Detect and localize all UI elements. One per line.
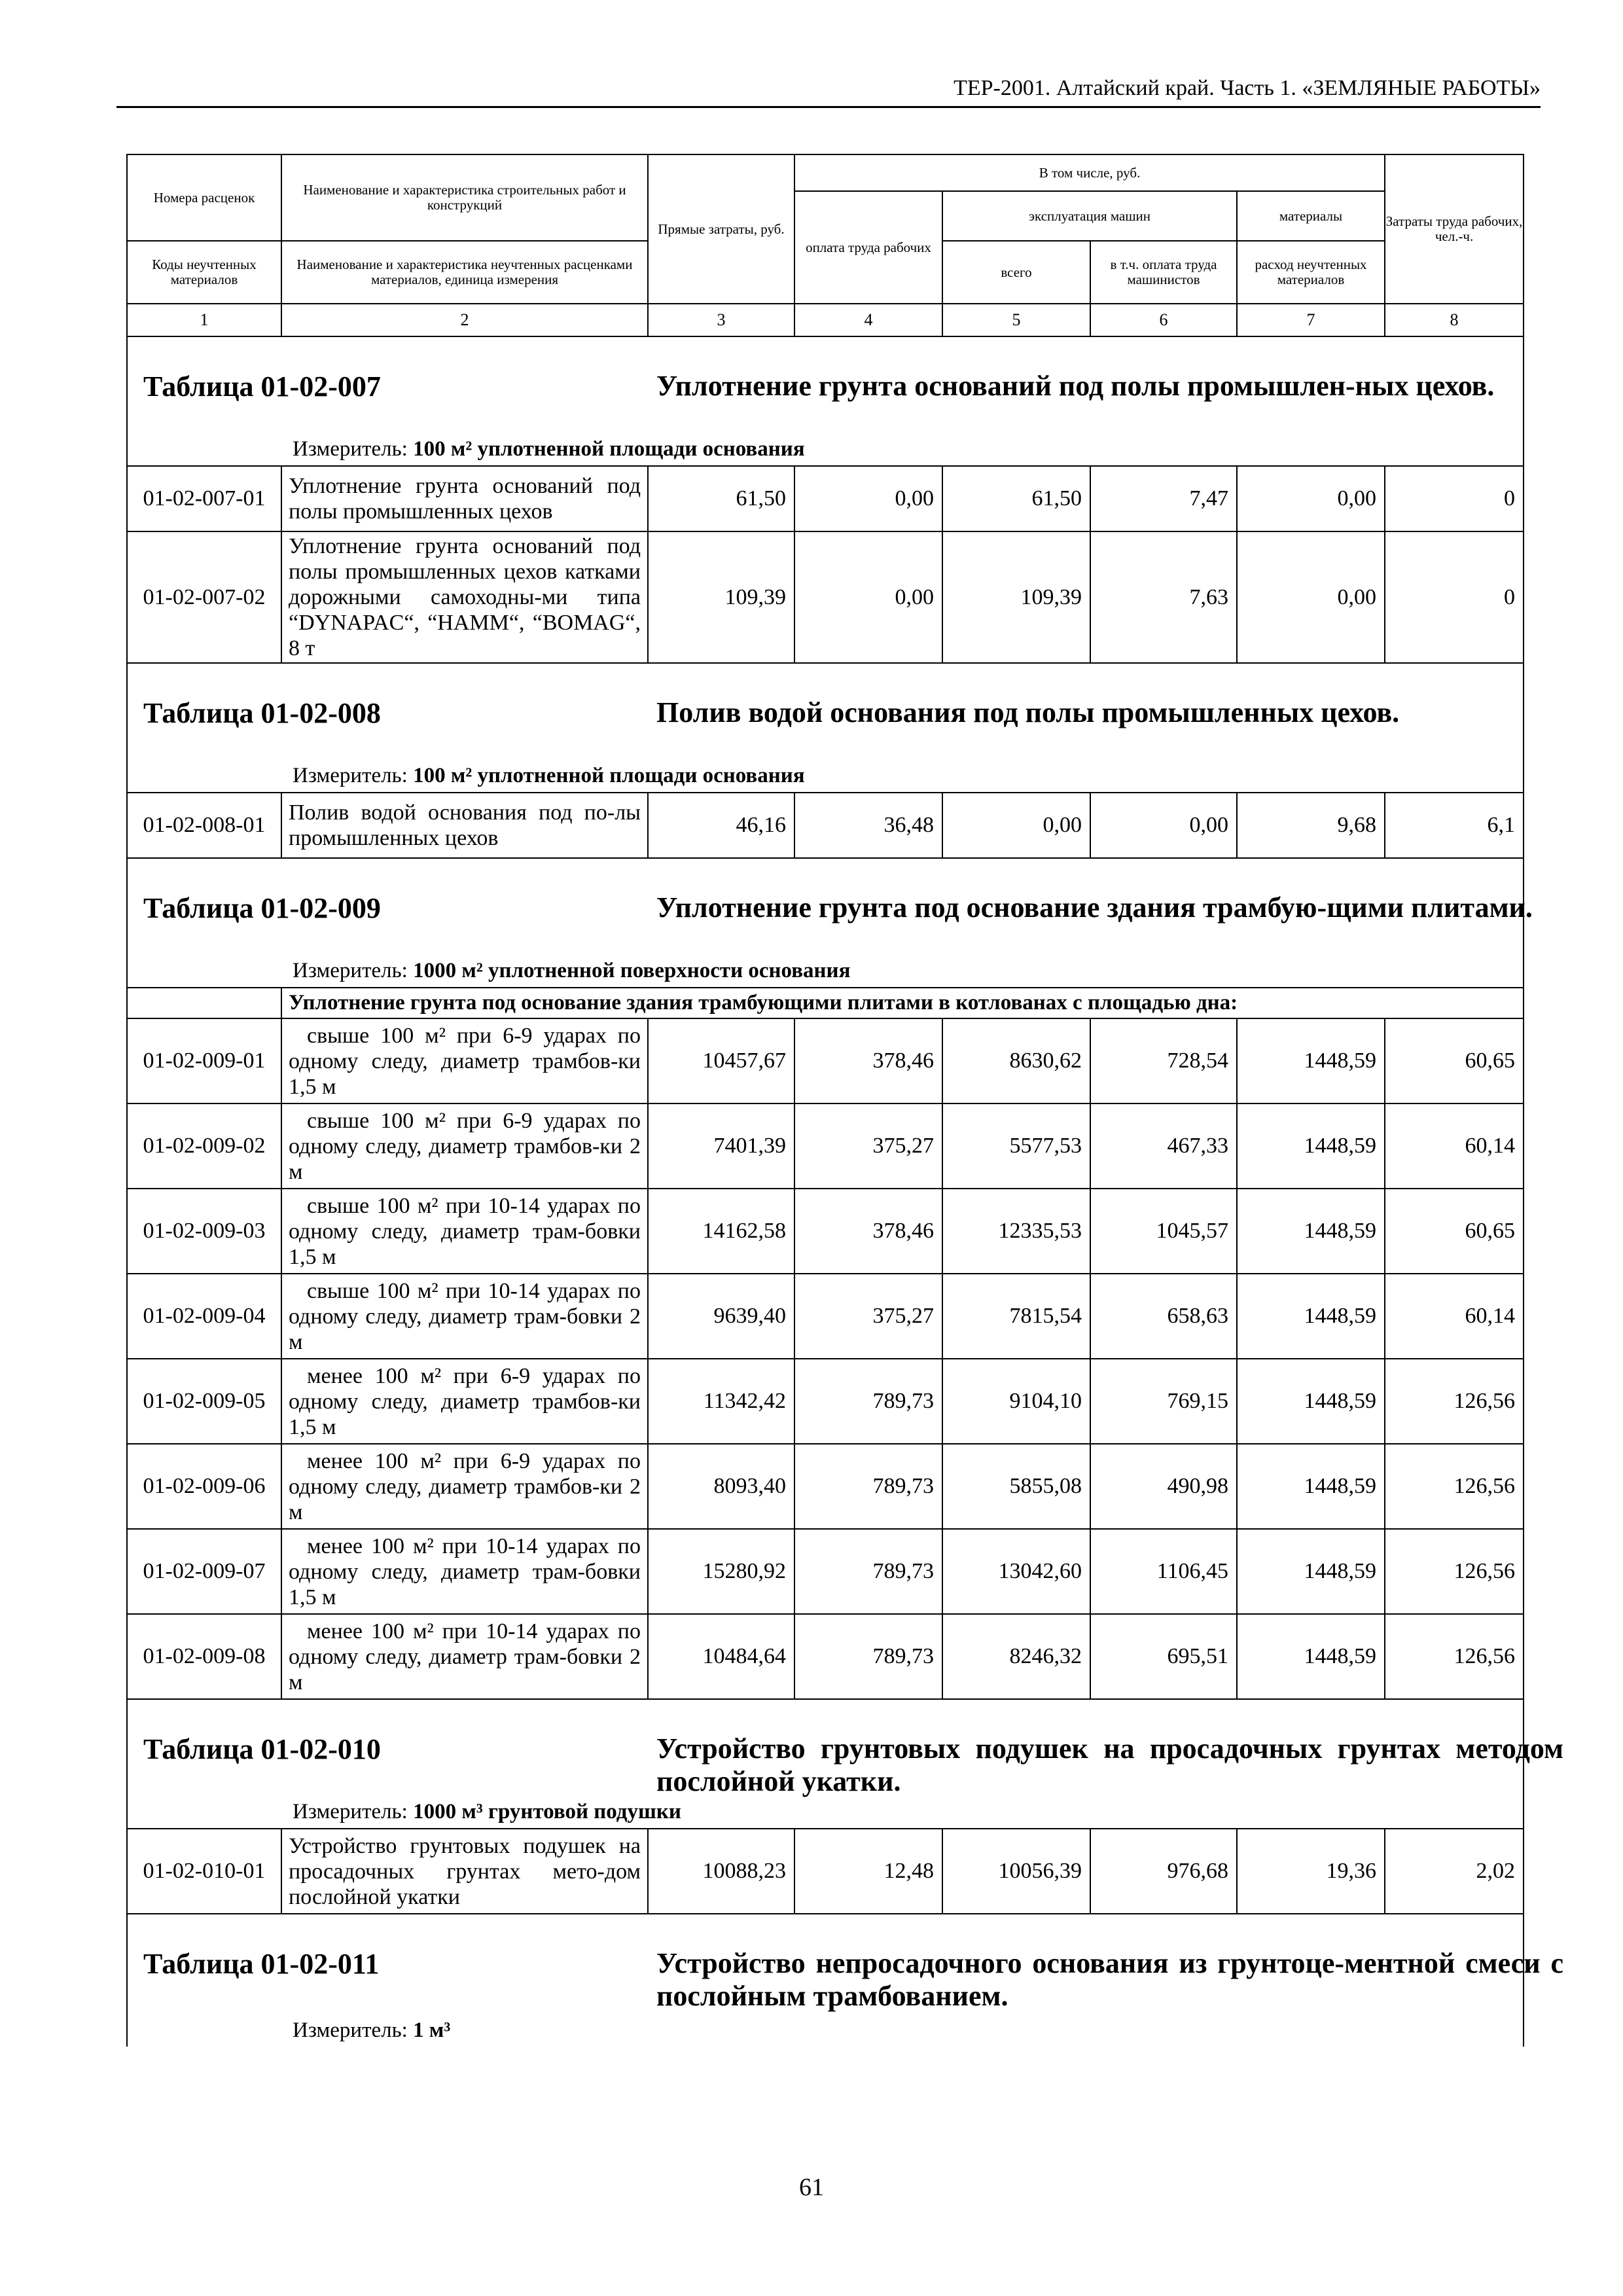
section-title: Устройство грунтовых подушек на просадочных грунтах методом послойной укатки. [656,1732,1563,1797]
rate-value: 1448,59 [1237,1529,1385,1614]
rate-value: 126,56 [1385,1444,1524,1529]
rate-value: 109,39 [942,531,1090,663]
measure-label: Измеритель: [293,2018,408,2042]
section-header-row [127,1699,1524,1829]
table-row [127,1614,1524,1699]
table-row [127,1274,1524,1359]
rate-value: 1045,57 [1090,1189,1237,1274]
rate-value: 7,63 [1090,531,1237,663]
section-header [127,336,1524,466]
rate-value: 6,1 [1385,793,1524,858]
section-header [127,663,1524,793]
rate-value: 0,00 [794,531,942,663]
table-row [127,1444,1524,1529]
rate-code: 01-02-009-06 [127,1444,281,1529]
rate-value: 109,39 [648,531,794,663]
col-header-naimen: Наименование и характеристика строительных работ и конструкций [281,154,648,241]
section-number: Таблица 01-02-008 [143,697,381,729]
rate-value: 60,14 [1385,1274,1524,1359]
rate-value: 1448,59 [1237,1274,1385,1359]
header-title: ТЕР-2001. Алтайский край. Часть 1. «ЗЕМЛЯНЫЕ РАБОТЫ» [954,76,1541,100]
rate-description: Уплотнение грунта оснований под полы промышленных цехов катками дорожными самоходны-ми типа “DYNAPAC“, “HAMM“, “BOMAG“, 8 т [281,531,648,663]
rate-value: 60,65 [1385,1018,1524,1103]
rate-value: 490,98 [1090,1444,1237,1529]
section-measure [293,764,805,788]
rate-value: 7815,54 [942,1274,1090,1359]
rate-value: 2,02 [1385,1829,1524,1914]
rate-value: 12,48 [794,1829,942,1914]
rate-value: 976,68 [1090,1829,1237,1914]
rate-description: свыше 100 м² при 10-14 ударах по одному следу, диаметр трам-бовки 1,5 м [281,1189,648,1274]
col-number: 8 [1385,304,1524,336]
rate-value: 9,68 [1237,793,1385,858]
rate-value: 1448,59 [1237,1444,1385,1529]
col-header-zatraty: Затраты труда рабочих, чел.-ч. [1385,154,1524,304]
col-number: 2 [281,304,648,336]
measure-unit: 100 м² уплотненной площади основания [413,437,805,461]
rate-value: 728,54 [1090,1018,1237,1103]
rate-value: 60,65 [1385,1189,1524,1274]
rate-code: 01-02-009-02 [127,1103,281,1189]
col-header-kody: Коды неучтенных материалов [127,241,281,304]
rate-value: 789,73 [794,1444,942,1529]
section-measure [293,437,805,461]
rate-value: 0 [1385,466,1524,531]
rate-description: Уплотнение грунта оснований под полы промышленных цехов [281,466,648,531]
col-header-v-tom: В том числе, руб. [794,154,1385,191]
section-header [127,858,1533,988]
rate-value: 10088,23 [648,1829,794,1914]
rate-value: 13042,60 [942,1529,1090,1614]
table-row [127,1103,1524,1189]
section-header [127,1699,1563,1829]
measure-label: Измеритель: [293,764,408,787]
rate-value: 8093,40 [648,1444,794,1529]
col-header-pryamye: Прямые затраты, руб. [648,154,794,304]
rate-description: менее 100 м² при 10-14 ударах по одному следу, диаметр трам-бовки 2 м [281,1614,648,1699]
col-number: 4 [794,304,942,336]
rate-value: 10484,64 [648,1614,794,1699]
subheading-row [127,988,1524,1018]
measure-unit: 1000 м³ грунтовой подушки [413,1800,681,1823]
rate-description: свыше 100 м² при 6-9 ударах по одному следу, диаметр трамбов-ки 1,5 м [281,1018,648,1103]
rate-value: 0,00 [942,793,1090,858]
col-header-materialy: материалы [1237,191,1385,241]
col-header-naimen2: Наименование и характеристика неучтенных расценками материалов, единица измерения [281,241,648,304]
rate-value: 5577,53 [942,1103,1090,1189]
measure-unit: 100 м² уплотненной площади основания [413,764,805,787]
rate-code: 01-02-007-02 [127,531,281,663]
rate-value: 0,00 [1237,466,1385,531]
rate-value: 0,00 [794,466,942,531]
rate-value: 1448,59 [1237,1018,1385,1103]
rate-value: 61,50 [648,466,794,531]
table-row [127,466,1524,531]
rate-value: 14162,58 [648,1189,794,1274]
rate-value: 769,15 [1090,1359,1237,1444]
rate-value: 8246,32 [942,1614,1090,1699]
measure-label: Измеритель: [293,437,408,461]
rate-value: 36,48 [794,793,942,858]
rate-code: 01-02-009-07 [127,1529,281,1614]
section-measure [293,2018,450,2043]
rate-value: 5855,08 [942,1444,1090,1529]
subheading: Уплотнение грунта под основание здания трамбующими плитами в котлованах с площадью дна: [281,988,1524,1018]
rate-value: 658,63 [1090,1274,1237,1359]
col-header-vsego: всего [942,241,1090,304]
rate-value: 126,56 [1385,1614,1524,1699]
table-row [127,1359,1524,1444]
rate-code: 01-02-010-01 [127,1829,281,1914]
rate-value: 7,47 [1090,466,1237,531]
col-header-nomera: Номера расценок [127,154,281,241]
rate-code: 01-02-008-01 [127,793,281,858]
table-row [127,531,1524,663]
rate-value: 1448,59 [1237,1359,1385,1444]
col-number: 1 [127,304,281,336]
rate-value: 12335,53 [942,1189,1090,1274]
measure-label: Измеритель: [293,1800,408,1823]
section-header-row [127,858,1524,988]
col-number: 7 [1237,304,1385,336]
rate-value: 467,33 [1090,1103,1237,1189]
table-row [127,1189,1524,1274]
rate-value: 0,00 [1237,531,1385,663]
table-row [127,1529,1524,1614]
rate-code: 01-02-009-04 [127,1274,281,1359]
rate-value: 789,73 [794,1614,942,1699]
col-number: 3 [648,304,794,336]
rate-value: 695,51 [1090,1614,1237,1699]
rate-description: Полив водой основания под по-лы промышленных цехов [281,793,648,858]
col-number-row [127,304,1524,336]
rate-description: менее 100 м² при 6-9 ударах по одному следу, диаметр трамбов-ки 2 м [281,1444,648,1529]
col-header-vtch: в т.ч. оплата труда машинистов [1090,241,1237,304]
section-title: Уплотнение грунта оснований под полы промышлен-ных цехов. [656,370,1495,402]
section-number: Таблица 01-02-007 [143,370,381,403]
rate-value: 61,50 [942,466,1090,531]
rate-description: менее 100 м² при 10-14 ударах по одному следу, диаметр трам-бовки 1,5 м [281,1529,648,1614]
rate-value: 9104,10 [942,1359,1090,1444]
rate-value: 375,27 [794,1274,942,1359]
table-row [127,793,1524,858]
rate-value: 789,73 [794,1529,942,1614]
section-title: Полив водой основания под полы промышленных цехов. [656,696,1400,728]
col-header-oplata: оплата труда рабочих [794,191,942,304]
rate-description: свыше 100 м² при 10-14 ударах по одному следу, диаметр трам-бовки 2 м [281,1274,648,1359]
rate-value: 10457,67 [648,1018,794,1103]
section-measure [293,959,850,983]
section-measure [293,1800,681,1824]
rate-code: 01-02-009-03 [127,1189,281,1274]
page-number: 61 [799,2174,824,2201]
rate-code: 01-02-009-01 [127,1018,281,1103]
section-title: Уплотнение грунта под основание здания трамбую-щими плитами. [656,891,1533,924]
section-number: Таблица 01-02-010 [143,1733,381,1765]
rates-table [126,154,1563,2047]
rate-value: 126,56 [1385,1359,1524,1444]
table-row [127,1018,1524,1103]
section-header-row [127,663,1524,793]
section-number: Таблица 01-02-009 [143,892,381,924]
rate-value: 378,46 [794,1189,942,1274]
rate-value: 9639,40 [648,1274,794,1359]
col-header-rashod: расход неучтенных материалов [1237,241,1385,304]
rate-code: 01-02-009-05 [127,1359,281,1444]
rate-value: 19,36 [1237,1829,1385,1914]
rate-value: 0,00 [1090,793,1237,858]
rate-description: свыше 100 м² при 6-9 ударах по одному следу, диаметр трамбов-ки 2 м [281,1103,648,1189]
rate-code: 01-02-007-01 [127,466,281,531]
rate-description: менее 100 м² при 6-9 ударах по одному следу, диаметр трамбов-ки 1,5 м [281,1359,648,1444]
rate-description: Устройство грунтовых подушек на просадочных грунтах мето-дом послойной укатки [281,1829,648,1914]
rate-code: 01-02-009-08 [127,1614,281,1699]
rate-value: 375,27 [794,1103,942,1189]
measure-label: Измеритель: [293,959,408,982]
section-header [127,1914,1563,2047]
rate-value: 126,56 [1385,1529,1524,1614]
rate-value: 60,14 [1385,1103,1524,1189]
section-title: Устройство непросадочного основания из грунтоце-ментной смеси с послойным трамбованием. [656,1947,1563,2012]
page-header [116,71,1541,108]
rate-value: 15280,92 [648,1529,794,1614]
rate-value: 46,16 [648,793,794,858]
rate-value: 10056,39 [942,1829,1090,1914]
measure-unit: 1000 м² уплотненной поверхности основания [413,959,851,982]
table-row [127,1829,1524,1914]
rate-value: 0 [1385,531,1524,663]
section-header-row [127,1914,1524,2047]
col-number: 6 [1090,304,1237,336]
section-number: Таблица 01-02-011 [143,1948,380,1980]
rate-value: 8630,62 [942,1018,1090,1103]
rate-value: 1448,59 [1237,1189,1385,1274]
rate-value: 1106,45 [1090,1529,1237,1614]
col-number: 5 [942,304,1090,336]
rate-value: 378,46 [794,1018,942,1103]
rate-value: 1448,59 [1237,1614,1385,1699]
rate-value: 1448,59 [1237,1103,1385,1189]
section-header-row [127,336,1524,466]
rate-value: 7401,39 [648,1103,794,1189]
rate-value: 789,73 [794,1359,942,1444]
col-header-ekspl: эксплуатация машин [942,191,1237,241]
measure-unit: 1 м³ [413,2018,451,2042]
rate-value: 11342,42 [648,1359,794,1444]
